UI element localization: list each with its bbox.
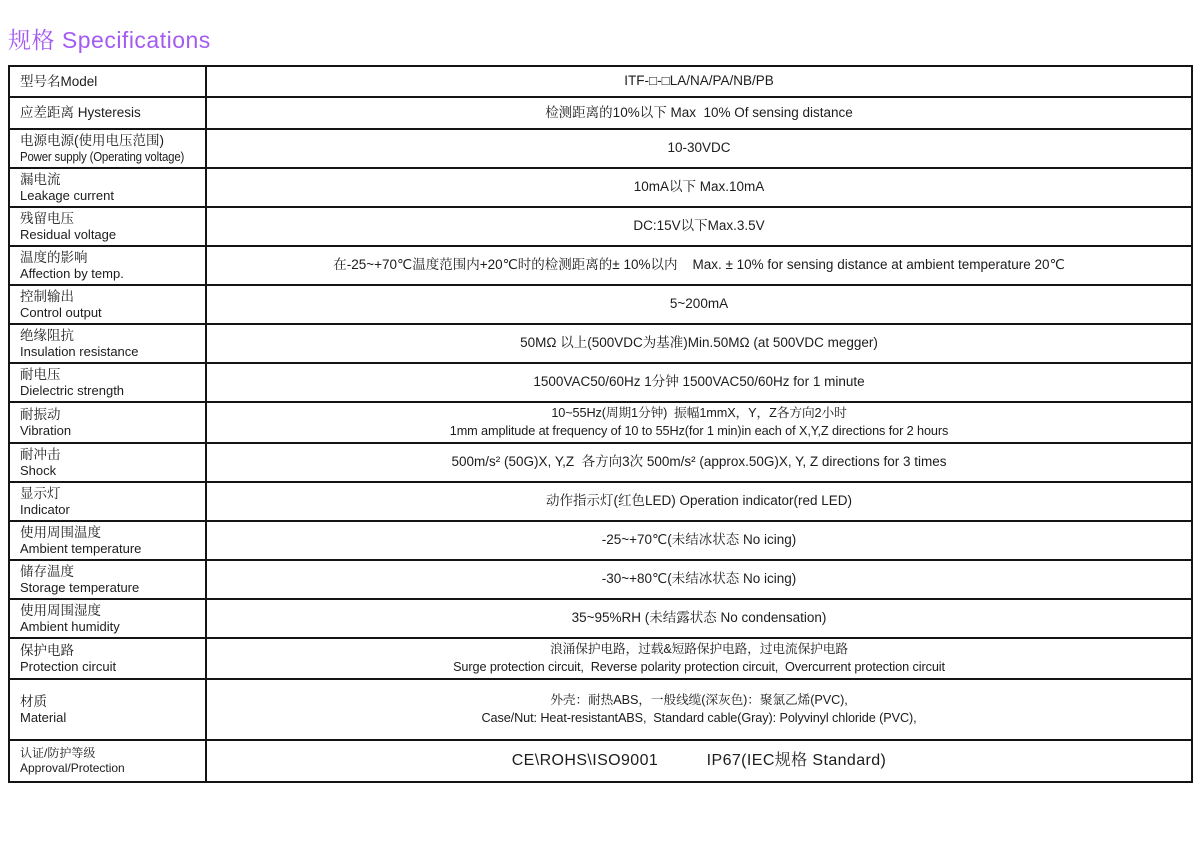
- row-value: [207, 169, 1191, 206]
- table-row-indicator: [10, 483, 1191, 522]
- row-value-line: -25~+70℃(未结冰状态 No icing): [601, 532, 797, 548]
- row-label-zh: 材质: [20, 693, 47, 709]
- table-row-storage-temperature: [10, 561, 1191, 600]
- table-row-ambient-humidity: [10, 600, 1191, 639]
- row-label: [10, 483, 207, 520]
- row-value-line: 动作指示灯(红色LED) Operation indicator(red LED): [545, 493, 853, 509]
- row-label: [10, 639, 207, 678]
- table-row-material: [10, 680, 1191, 741]
- row-value-line: 10mA以下 Max.10mA: [633, 179, 765, 195]
- row-label-zh: 绝缘阻抗: [20, 327, 74, 343]
- row-label: [10, 325, 207, 362]
- row-label: [10, 67, 207, 96]
- table-row-leakage-current: [10, 169, 1191, 208]
- table-row-protection-circuit: [10, 639, 1191, 680]
- row-value: [207, 444, 1191, 481]
- table-row-dielectric-strength: [10, 364, 1191, 403]
- row-label-zh: 使用周围湿度: [20, 602, 101, 618]
- row-label-en: Vibration: [20, 423, 72, 439]
- row-label: [10, 600, 207, 637]
- row-label-zh: 控制输出: [20, 288, 74, 304]
- row-label-zh: 应差距离 Hysteresis: [20, 105, 141, 121]
- row-label-en: Ambient temperature: [20, 541, 142, 557]
- row-value-line: 35~95%RH (未结露状态 No condensation): [571, 610, 827, 626]
- table-row-model: [10, 67, 1191, 98]
- row-label: [10, 286, 207, 323]
- row-label: [10, 247, 207, 284]
- row-value-line: 外壳：耐热ABS，一般线缆(深灰色)：聚氯乙烯(PVC),: [550, 693, 848, 708]
- row-value: [207, 639, 1191, 678]
- row-label: [10, 208, 207, 245]
- row-label-en: Storage temperature: [20, 580, 140, 596]
- row-label-zh: 耐振动: [20, 406, 61, 422]
- row-label: [10, 130, 207, 167]
- row-label: [10, 522, 207, 559]
- row-value-line: 浪涌保护电路，过载&短路保护电路，过电流保护电路: [550, 642, 848, 657]
- table-row-ambient-temperature: [10, 522, 1191, 561]
- row-value-line: 1mm amplitude at frequency of 10 to 55Hz(for 1 min)in each of X,Y,Z directions for 2 hours: [449, 423, 949, 438]
- row-label-en: Affection by temp.: [20, 266, 124, 282]
- row-value: [207, 483, 1191, 520]
- row-value: [207, 561, 1191, 598]
- row-value-line: Case/Nut: Heat-resistantABS, Standard cable(Gray): Polyvinyl chloride (PVC),: [481, 710, 917, 725]
- row-label: [10, 403, 207, 442]
- row-label-en: Ambient humidity: [20, 619, 120, 635]
- row-value: [207, 98, 1191, 128]
- row-label-en: Power supply (Operating voltage): [20, 149, 185, 165]
- row-label-en: Approval/Protection: [20, 761, 125, 776]
- table-row-temp-affection: [10, 247, 1191, 286]
- row-value: [207, 522, 1191, 559]
- table-row-insulation-resistance: [10, 325, 1191, 364]
- row-label-en: Indicator: [20, 502, 70, 518]
- row-label-en: Leakage current: [20, 188, 114, 204]
- row-label-zh: 电源电源(使用电压范围): [20, 132, 164, 148]
- row-value: [207, 364, 1191, 401]
- row-value-line: ITF-□-□LA/NA/PA/NB/PB: [624, 73, 774, 89]
- row-value-line: 在-25~+70℃温度范围内+20℃时的检测距离的± 10%以内 Max. ± 10% for sensing distance at ambient temperature 20℃: [333, 257, 1065, 273]
- row-label-en: Insulation resistance: [20, 344, 139, 360]
- row-label-zh: 耐冲击: [20, 446, 61, 462]
- row-label-en: Shock: [20, 463, 57, 479]
- row-label: [10, 98, 207, 128]
- row-label-en: Protection circuit: [20, 659, 117, 675]
- row-value: [207, 600, 1191, 637]
- row-value: [207, 286, 1191, 323]
- row-label: [10, 364, 207, 401]
- table-row-shock: [10, 444, 1191, 483]
- row-value-line: -30~+80℃(未结冰状态 No icing): [601, 571, 797, 587]
- row-value-line: Surge protection circuit, Reverse polarity protection circuit, Overcurrent protection circuit: [453, 659, 945, 674]
- row-label: [10, 741, 207, 781]
- row-label-zh: 使用周围温度: [20, 524, 101, 540]
- row-value-line: 10~55Hz(周期1分钟) 振幅1mmX，Y，Z各方向2小时: [551, 406, 847, 421]
- row-label-zh: 储存温度: [20, 563, 74, 579]
- table-row-residual-voltage: [10, 208, 1191, 247]
- table-row-power-supply: [10, 130, 1191, 169]
- row-value: [207, 208, 1191, 245]
- row-value: [207, 325, 1191, 362]
- row-value: [207, 67, 1191, 96]
- row-value-line: 检测距离的10%以下 Max 10% Of sensing distance: [545, 104, 853, 120]
- row-value: [207, 403, 1191, 442]
- row-value: [207, 741, 1191, 781]
- row-label: [10, 444, 207, 481]
- table-row-hysteresis: [10, 98, 1191, 130]
- row-value: [207, 680, 1191, 739]
- row-value-line: 1500VAC50/60Hz 1分钟 1500VAC50/60Hz for 1 minute: [533, 374, 865, 390]
- specifications-table: [8, 65, 1193, 783]
- row-label-zh: 温度的影响: [20, 249, 88, 265]
- row-label-en: Dielectric strength: [20, 383, 125, 399]
- row-label-en: Control output: [20, 305, 102, 321]
- row-value: [207, 247, 1191, 284]
- table-row-vibration: [10, 403, 1191, 444]
- row-label-en: Material: [20, 710, 67, 726]
- row-value: [207, 130, 1191, 167]
- page-title: 规格 Specifications: [8, 27, 211, 53]
- row-label-zh: 显示灯: [20, 485, 61, 501]
- row-value-line: CE\ROHS\ISO9001 IP67(IEC规格 Standard): [511, 751, 887, 769]
- row-value-line: 50MΩ 以上(500VDC为基准)Min.50MΩ (at 500VDC megger): [520, 335, 878, 351]
- row-label-zh: 耐电压: [20, 366, 61, 382]
- row-value-line: DC:15V以下Max.3.5V: [633, 218, 765, 234]
- row-label: [10, 169, 207, 206]
- row-label: [10, 561, 207, 598]
- row-value-line: 10-30VDC: [667, 140, 731, 156]
- row-label-zh: 型号名Model: [20, 73, 98, 89]
- row-label-en: Residual voltage: [20, 227, 117, 243]
- row-label-zh: 残留电压: [20, 210, 74, 226]
- row-label-zh: 漏电流: [20, 171, 61, 187]
- row-value-line: 500m/s² (50G)X, Y,Z 各方向3次 500m/s² (approx.50G)X, Y, Z directions for 3 times: [451, 454, 947, 470]
- table-row-approval: [10, 741, 1191, 781]
- table-row-control-output: [10, 286, 1191, 325]
- row-label: [10, 680, 207, 739]
- row-label-zh: 保护电路: [20, 642, 74, 658]
- row-value-line: 5~200mA: [669, 296, 729, 312]
- row-label-zh: 认证/防护等级: [20, 745, 96, 760]
